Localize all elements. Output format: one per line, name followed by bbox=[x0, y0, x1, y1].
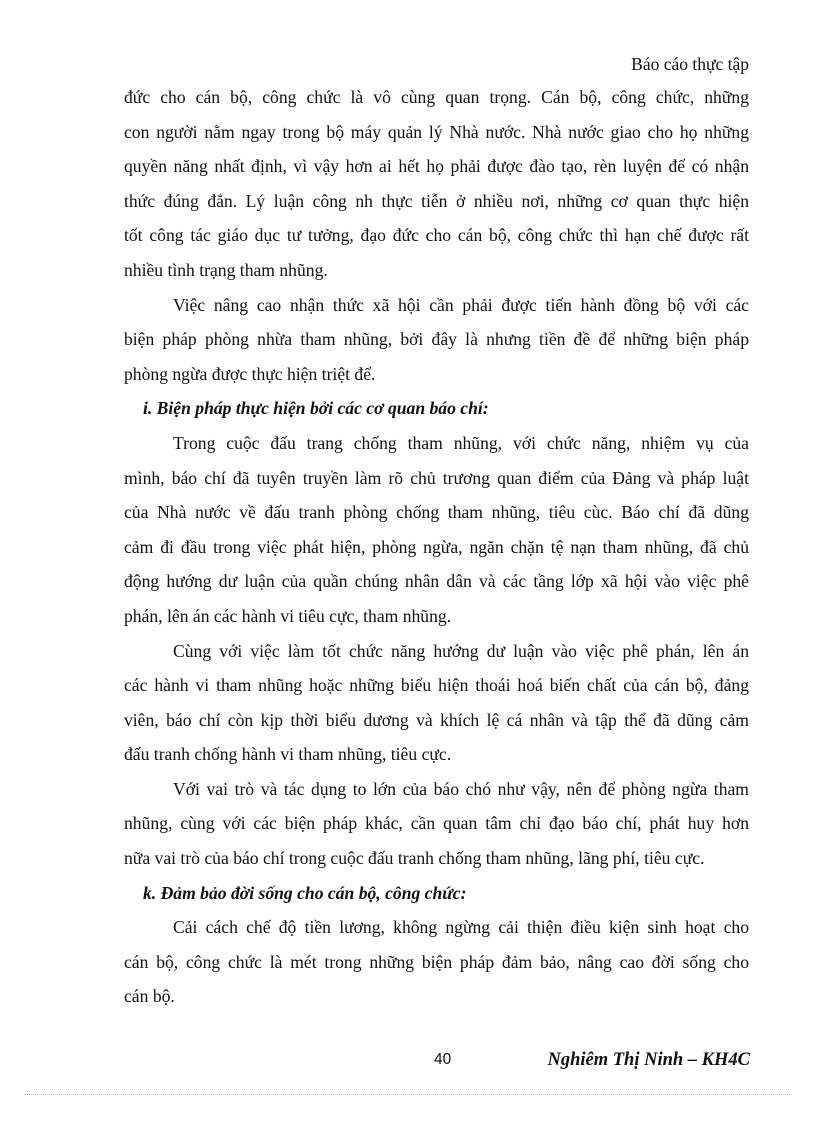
text-line: đấu tranh chống hành vi tham nhũng, tiêu cực. bbox=[124, 744, 452, 765]
text-line: tốt công tác giáo dục tư tưởng, đạo đức cho cán bộ, công chức thì hạn chế được rất bbox=[124, 225, 749, 246]
paragraph-first-line: Cải cách chế độ tiền lương, không ngừng cải thiện điều kiện sinh hoạt cho bbox=[173, 917, 749, 938]
paragraph-first-line: Cùng với việc làm tốt chức năng hướng dư luận vào việc phê phán, lên án bbox=[173, 640, 749, 661]
bottom-divider bbox=[24, 1094, 792, 1095]
text-line: động hướng dư luận của quần chúng nhân dân và các tầng lớp xã hội vào việc phê bbox=[124, 571, 749, 592]
text-line: nhũng, cùng với các biện pháp khác, cần quan tâm chỉ đạo báo chí, phát huy hơn bbox=[124, 813, 749, 834]
text-line: thức đúng đắn. Lý luận công nh thực tiễn ở nhiều nơi, những cơ quan thực hiện bbox=[124, 190, 749, 211]
text-line: phòng ngừa được thực hiện triệt để. bbox=[124, 363, 376, 384]
text-line: nhiều tình trạng tham nhũng. bbox=[124, 259, 328, 280]
text-line: cảm đi đầu trong việc phát hiện, phòng ngừa, ngăn chặn tệ nạn tham nhũng, đã chủ bbox=[124, 536, 749, 557]
paragraph-first-line: Trong cuộc đấu trang chống tham nhũng, với chức năng, nhiệm vụ của bbox=[173, 432, 749, 453]
footer-author: Nghiêm Thị Ninh – KH4C bbox=[547, 1050, 750, 1070]
text-line: nữa vai trò của báo chí trong cuộc đấu tranh chống tham nhũng, lãng phí, tiêu cực. bbox=[124, 848, 705, 869]
text-line: biện pháp phòng nhừa tham nhũng, bởi đây là nhưng tiền đề để những biện pháp bbox=[124, 329, 749, 350]
text-line: đức cho cán bộ, công chức là vô cùng quan trọng. Cán bộ, công chức, những bbox=[124, 87, 749, 107]
section-heading-press: i. Biện pháp thực hiện bởi các cơ quan báo chí: bbox=[143, 398, 489, 419]
text-line: phán, lên án các hành vi tiêu cực, tham nhũng. bbox=[124, 605, 452, 626]
text-line: của Nhà nước về đấu tranh phòng chống tham nhũng, tiêu cùc. Báo chí đã dũng bbox=[124, 502, 749, 523]
text-line: mình, báo chí đã tuyên truyền làm rõ chủ trương quan điểm của Đảng và pháp luật bbox=[124, 467, 749, 488]
text-line: quyền năng nhất định, vì vậy hơn ai hết họ phải được đào tạo, rèn luyện để có nhận bbox=[124, 156, 749, 177]
paragraph-first-line: Việc nâng cao nhận thức xã hội cần phải được tiến hành đồng bộ với các bbox=[173, 294, 749, 315]
page-header-title: Báo cáo thực tập bbox=[631, 54, 749, 74]
text-line: con người nằm ngay trong bộ máy quản lý Nhà nước. Nhà nước giao cho họ những bbox=[124, 121, 749, 142]
page-footer bbox=[0, 1046, 816, 1076]
body-text bbox=[124, 80, 749, 1014]
page-number: 40 bbox=[434, 1051, 452, 1068]
text-line: viên, báo chí còn kịp thời biểu dương và khích lệ cá nhân và tập thể đã dũng cảm bbox=[124, 709, 749, 730]
paragraph-first-line: Với vai trò và tác dụng to lớn của báo chó như vậy, nên để phòng ngừa tham bbox=[173, 778, 749, 799]
section-heading-living-standards: k. Đảm bảo đời sống cho cán bộ, công chức: bbox=[143, 882, 467, 903]
text-line: cán bộ, công chức là mét trong những biện pháp đảm bảo, nâng cao đời sống cho bbox=[124, 951, 749, 972]
text-line: các hành vi tham nhũng hoặc những biểu hiện thoái hoá biến chất của cán bộ, đảng bbox=[124, 675, 749, 696]
text-line: cán bộ. bbox=[124, 986, 175, 1007]
